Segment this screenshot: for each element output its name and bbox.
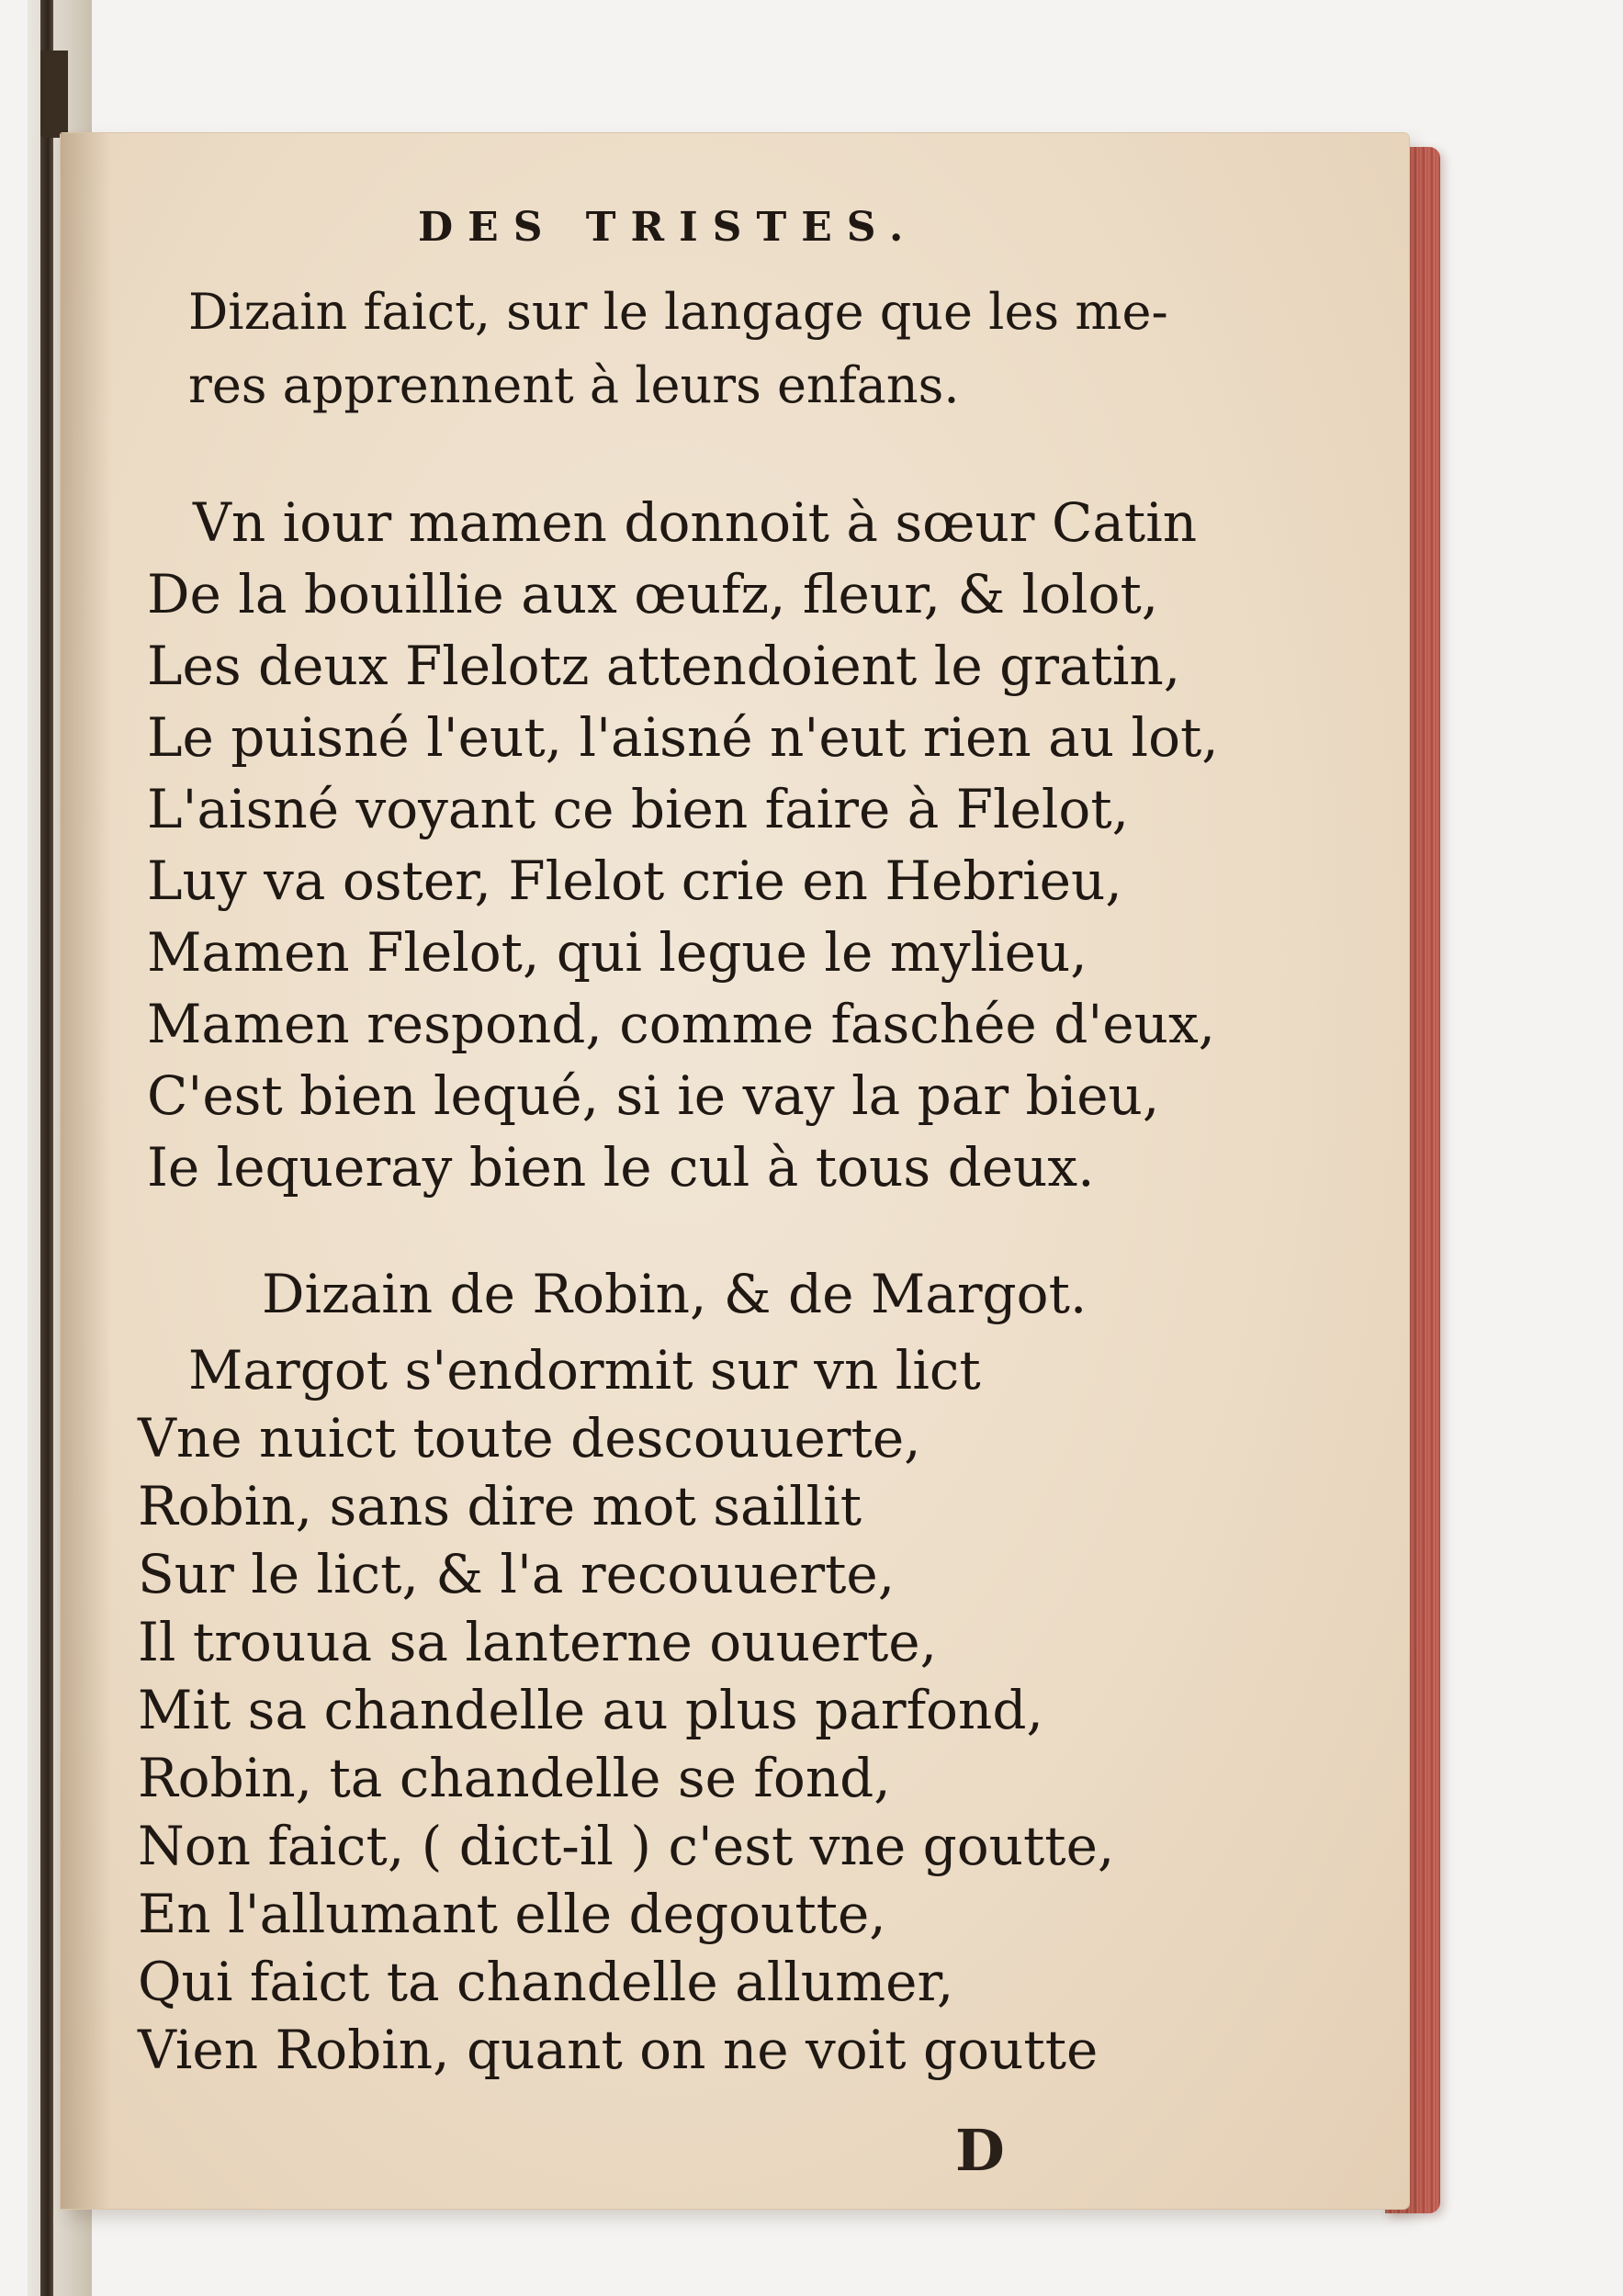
signature-mark: D <box>955 2117 1005 2184</box>
verse-line: Il trouua sa lanterne ouuerte, <box>138 1611 938 1673</box>
verse-line: L'aisné voyant ce bien faire à Flelot, <box>147 778 1130 840</box>
poem1-heading-line-1: Dizain faict, sur le langage que les me- <box>188 283 1168 341</box>
verse-line: Les deux Flelotz attendoient le gratin, <box>147 635 1181 697</box>
running-head: DES TRISTES. <box>418 204 919 251</box>
book-spine <box>40 0 53 2296</box>
verse-line: Robin, ta chandelle se fond, <box>138 1747 891 1809</box>
verse-line: Non faict, ( dict-il ) c'est vne goutte, <box>138 1815 1115 1877</box>
verse-line: En l'allumant elle degoutte, <box>138 1883 886 1945</box>
verse-line: Le puisné l'eut, l'aisné n'eut rien au lot, <box>147 706 1219 769</box>
verse-line: Vne nuict toute descouuerte, <box>138 1407 921 1469</box>
verse-line: Margot s'endormit sur vn lict <box>188 1339 981 1401</box>
spine-headband <box>40 51 68 138</box>
verse-line: De la bouillie aux œufz, fleur, & lolot, <box>147 563 1159 625</box>
verse-line: Luy va oster, Flelot crie en Hebrieu, <box>147 850 1122 912</box>
verse-line: Ie lequeray bien le cul à tous deux. <box>147 1136 1095 1199</box>
poem1-stanza <box>142 487 1219 1203</box>
gutter-shadow <box>61 133 111 2209</box>
verse-line: Qui faict ta chandelle allumer, <box>138 1951 954 2013</box>
poem1-heading-line-2: res apprennent à leurs enfans. <box>188 356 960 414</box>
verse-line: Mit sa chandelle au plus parfond, <box>138 1679 1043 1741</box>
poem2-title: Dizain de Robin, & de Margot. <box>262 1263 1088 1325</box>
verse-line: Sur le lict, & l'a recouuerte, <box>138 1543 896 1605</box>
verse-line: Vien Robin, quant on ne voit goutte <box>138 2019 1099 2081</box>
verse-line: Mamen Flelot, qui legue le mylieu, <box>147 921 1088 984</box>
verse-line: Vn iour mamen donnoit à sœur Catin <box>193 491 1198 554</box>
poem2-stanza <box>138 1336 1114 2084</box>
verse-line: C'est bien lequé, si ie vay la par bieu, <box>147 1064 1160 1127</box>
verse-line: Robin, sans dire mot saillit <box>138 1475 862 1537</box>
verse-line: Mamen respond, comme faschée d'eux, <box>147 993 1216 1055</box>
